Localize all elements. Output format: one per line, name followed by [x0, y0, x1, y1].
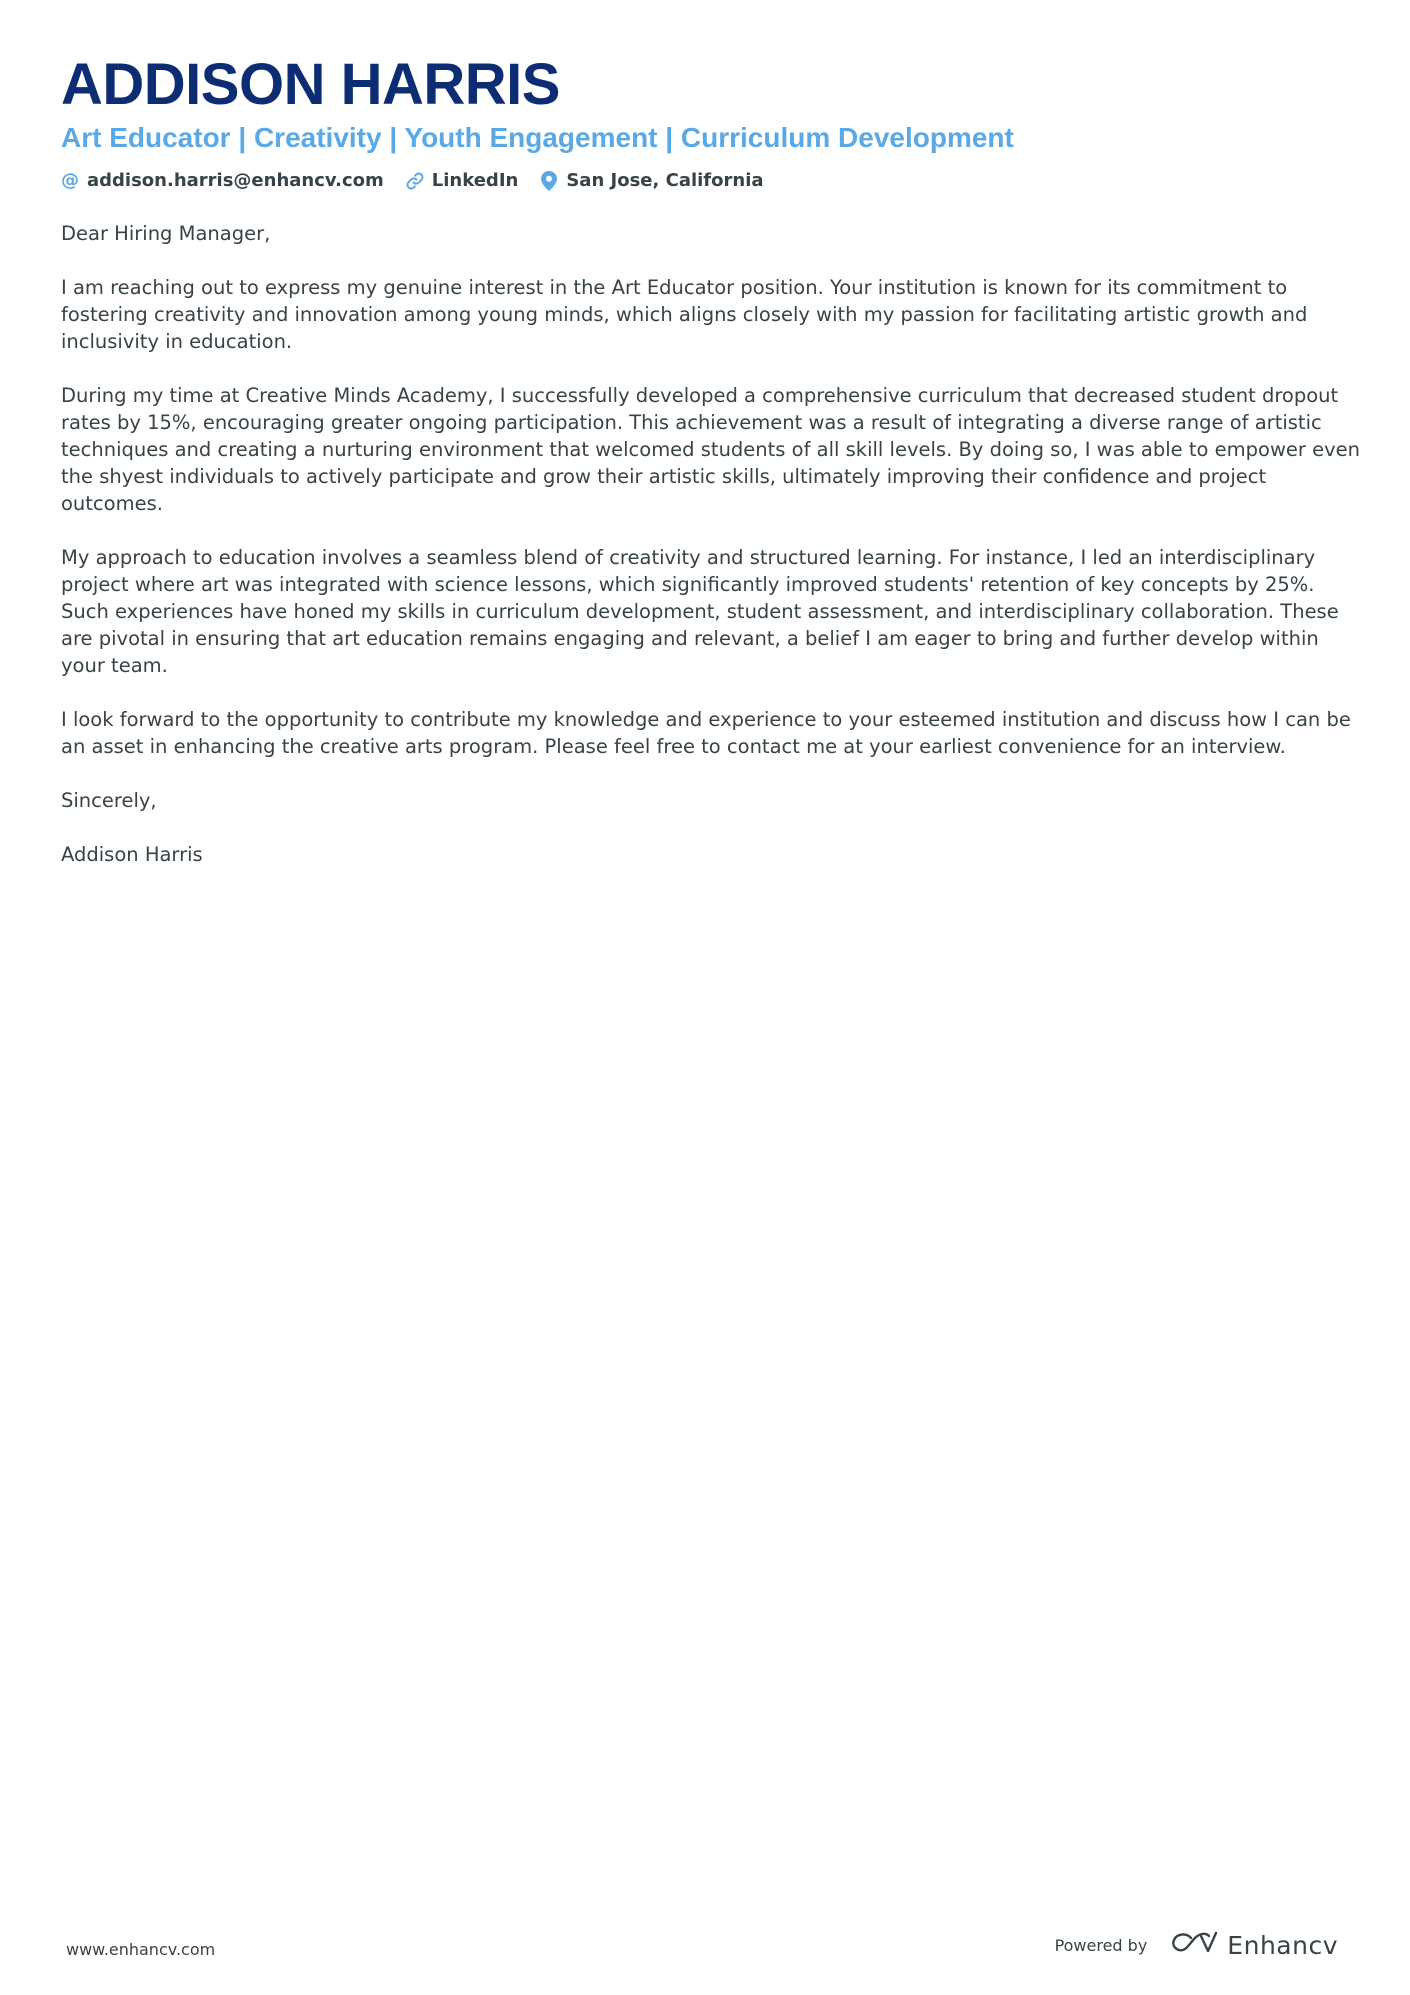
enhancv-logo-icon [1171, 1930, 1219, 1960]
salutation: Dear Hiring Manager, [61, 222, 271, 245]
contact-location [540, 170, 763, 191]
linkedin-text[interactable]: LinkedIn [431, 170, 519, 191]
contact-email[interactable] [61, 170, 384, 191]
headline: Art Educator | Creativity | Youth Engagement | Curriculum Development [61, 122, 1014, 153]
brand-name: Enhancv [1227, 1930, 1338, 1960]
candidate-name: ADDISON HARRIS [61, 52, 560, 117]
contact-bar [61, 170, 1351, 191]
location-text: San Jose, California [566, 170, 764, 191]
letter-body [61, 220, 1361, 895]
footer-website[interactable]: www.enhancv.com [66, 1940, 216, 1959]
paragraph: I am reaching out to express my genuine interest in the Art Educator position. Your institution is known for its commitment to fostering creativity and innovation among young minds, which aligns closely with my passion for facilitating artistic growth and inclusivity in education. [61, 276, 1308, 353]
signature: Addison Harris [61, 843, 203, 866]
contact-linkedin[interactable] [406, 170, 519, 191]
header [61, 50, 1351, 191]
paragraph: I look forward to the opportunity to contribute my knowledge and experience to your esteemed institution and discuss how I can be an asset in enhancing the creative arts program. Please feel free to contact me at your earliest convenience for an interview. [61, 708, 1351, 758]
brand-link[interactable] [1171, 1930, 1338, 1960]
paragraph: My approach to education involves a seamless blend of creativity and structured learning. For instance, I led an interdisciplinary project where art was integrated with science lessons, which significantly improved students' retention of key concepts by 25%. Such experiences have honed my skills in curriculum development, student assessment, and interdisciplinary collaboration. These are pivotal in ensuring that art education remains engaging and relevant, a belief I am eager to bring and further develop within your team. [61, 546, 1339, 677]
at-icon: @ [61, 170, 79, 191]
closing: Sincerely, [61, 789, 157, 812]
link-icon [406, 171, 424, 191]
footer-branding [1055, 1930, 1338, 1960]
paragraph: During my time at Creative Minds Academy, I successfully developed a comprehensive curriculum that decreased student dropout rates by 15%, encouraging greater ongoing participation. This achievement was a result of integrating a diverse range of artistic techniques and creating a nurturing environment that welcomed students of all skill levels. By doing so, I was able to empower even the shyest individuals to actively participate and grow their artistic skills, ultimately improving their confidence and project outcomes. [61, 384, 1361, 515]
map-pin-icon [540, 171, 558, 191]
powered-by-label: Powered by [1054, 1935, 1148, 1955]
email-text[interactable]: addison.harris@enhancv.com [87, 170, 384, 191]
